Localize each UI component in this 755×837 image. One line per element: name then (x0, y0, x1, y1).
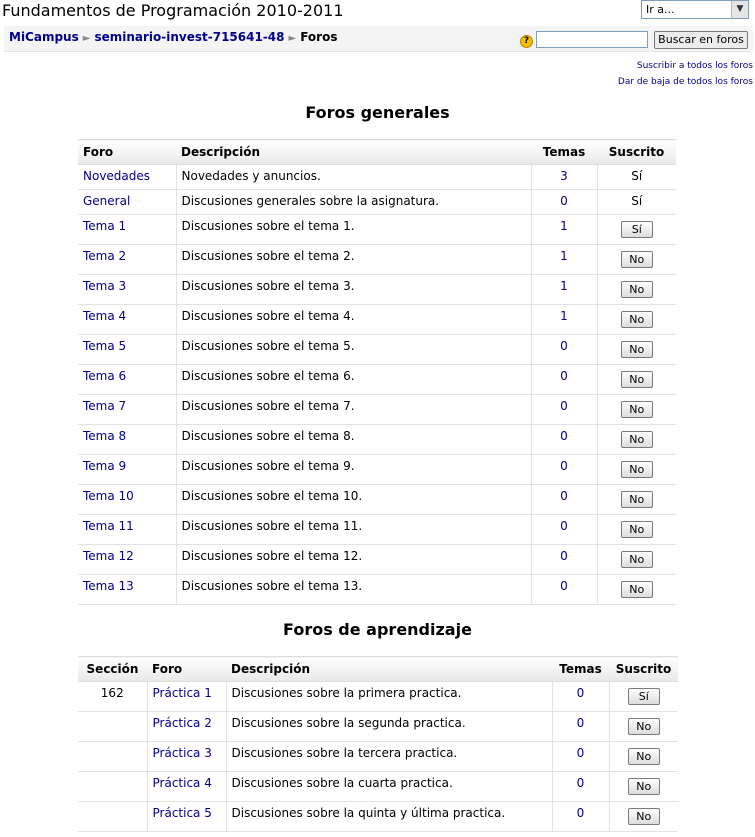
subscribe-all-link[interactable]: Suscribir a todos los foros (636, 61, 753, 71)
forum-link[interactable]: General (83, 194, 131, 208)
section-cell (78, 802, 147, 832)
subscribe-toggle-button[interactable]: No (621, 341, 653, 358)
subscribe-toggle-button[interactable]: No (628, 748, 660, 765)
topics-link[interactable]: 0 (576, 776, 585, 790)
forum-link[interactable]: Práctica 5 (152, 806, 212, 820)
description-cell: Discusiones sobre el tema 3. (176, 275, 531, 305)
subscribed-cell (597, 365, 676, 395)
topics-cell (552, 802, 609, 832)
topics-link[interactable]: 0 (560, 459, 568, 473)
forum-link[interactable]: Tema 7 (83, 399, 127, 413)
subscribe-toggle-button[interactable]: No (621, 281, 653, 298)
table-row (78, 802, 678, 832)
forum-cell (78, 365, 176, 395)
table-row (78, 545, 676, 575)
subscribed-cell (609, 682, 678, 712)
table-row (78, 455, 676, 485)
forum-cell (78, 455, 176, 485)
table-row (78, 365, 676, 395)
search-input[interactable] (536, 31, 648, 48)
subscribe-toggle-button[interactable]: No (621, 311, 653, 328)
forum-link[interactable]: Tema 9 (83, 459, 127, 473)
subscribed-cell (597, 335, 676, 365)
table-row (78, 772, 678, 802)
description-cell: Discusiones sobre el tema 10. (176, 485, 531, 515)
forum-link[interactable]: Tema 4 (83, 309, 127, 323)
topics-link[interactable]: 1 (560, 309, 568, 323)
subscribed-cell (597, 305, 676, 335)
description-cell: Discusiones sobre la quinta y última practica. (226, 802, 552, 832)
forum-cell (147, 742, 226, 772)
topics-link[interactable]: 0 (576, 746, 585, 760)
col-section: Sección (78, 657, 147, 682)
description-cell: Discusiones sobre la primera practica. (226, 682, 552, 712)
col-subscribed: Suscrito (597, 140, 676, 165)
subscribed-cell (597, 545, 676, 575)
forum-link[interactable]: Tema 13 (83, 579, 134, 593)
subscribed-cell (597, 275, 676, 305)
forum-cell (78, 245, 176, 275)
subscribed-cell (609, 712, 678, 742)
forum-link[interactable]: Tema 10 (83, 489, 134, 503)
forum-cell (78, 190, 176, 215)
learning-forums-table (78, 656, 678, 832)
subscribe-toggle-button[interactable]: No (621, 251, 653, 268)
subscribed-cell (597, 425, 676, 455)
topics-link[interactable]: 0 (560, 399, 568, 413)
topics-link[interactable]: 3 (560, 169, 568, 183)
subscribed-cell (597, 190, 676, 215)
forum-cell (147, 802, 226, 832)
breadcrumb (9, 30, 337, 44)
description-cell: Discusiones sobre el tema 9. (176, 455, 531, 485)
unsubscribe-all-link[interactable]: Dar de baja de todos los foros (617, 77, 753, 87)
topics-cell (552, 712, 609, 742)
subscribed-cell (597, 165, 676, 190)
jump-menu-value: Ir a... (646, 3, 675, 16)
section-cell (78, 742, 147, 772)
subscribe-toggle-button[interactable]: Sí (628, 688, 660, 705)
forum-cell (78, 545, 176, 575)
subscribe-toggle-button[interactable]: No (621, 491, 653, 508)
description-cell: Discusiones sobre la segunda practica. (226, 712, 552, 742)
subscribe-toggle-button[interactable]: No (621, 371, 653, 388)
col-subscribed: Suscrito (609, 657, 678, 682)
forum-cell (78, 305, 176, 335)
jump-menu-select[interactable] (641, 0, 749, 19)
table-row (78, 712, 678, 742)
col-description: Descripción (176, 140, 531, 165)
topics-link[interactable]: 0 (576, 806, 585, 820)
col-forum: Foro (147, 657, 226, 682)
table-row (78, 305, 676, 335)
forum-link[interactable]: Tema 8 (83, 429, 127, 443)
table-row (78, 485, 676, 515)
topics-link[interactable]: 0 (560, 339, 568, 353)
table-row (78, 425, 676, 455)
forum-cell (147, 772, 226, 802)
topics-cell (531, 190, 597, 215)
forum-cell (78, 215, 176, 245)
general-forums-title: Foros generales (305, 103, 450, 122)
topics-link[interactable]: 1 (560, 249, 568, 263)
subscribe-toggle-button[interactable]: No (621, 461, 653, 478)
description-cell: Discusiones sobre la cuarta practica. (226, 772, 552, 802)
topics-cell (531, 425, 597, 455)
topics-cell (531, 215, 597, 245)
subscribed-cell (597, 575, 676, 605)
subscribe-toggle-button[interactable]: No (621, 581, 653, 598)
col-topics: Temas (552, 657, 609, 682)
forum-cell (78, 395, 176, 425)
table-row (78, 245, 676, 275)
table-row (78, 190, 676, 215)
topics-cell (531, 395, 597, 425)
subscribe-toggle-button[interactable]: No (621, 551, 653, 568)
description-cell: Discusiones sobre el tema 8. (176, 425, 531, 455)
forum-cell (78, 335, 176, 365)
forum-link[interactable]: Tema 1 (83, 219, 127, 233)
forum-link[interactable]: Novedades (83, 169, 151, 183)
description-cell: Discusiones sobre el tema 6. (176, 365, 531, 395)
forum-cell (78, 515, 176, 545)
forum-link[interactable]: Tema 2 (83, 249, 127, 263)
subscribed-cell (597, 515, 676, 545)
topics-link[interactable]: 0 (560, 429, 568, 443)
forum-cell (78, 165, 176, 190)
subscribe-toggle-button[interactable]: Sí (621, 221, 653, 238)
description-cell: Discusiones sobre la tercera practica. (226, 742, 552, 772)
topics-link[interactable]: 0 (576, 686, 585, 700)
breadcrumb-separator-icon: ► (288, 33, 297, 44)
forum-link[interactable]: Tema 11 (83, 519, 134, 533)
description-cell: Discusiones sobre el tema 7. (176, 395, 531, 425)
forum-link[interactable]: Tema 3 (83, 279, 127, 293)
topics-cell (531, 545, 597, 575)
search-forums-button[interactable]: Buscar en foros (654, 31, 748, 49)
breadcrumb-course-link[interactable]: seminario-invest-715641-48 (94, 30, 285, 44)
subscribed-cell (609, 802, 678, 832)
topics-cell (531, 275, 597, 305)
subscribed-status: Sí (631, 194, 643, 208)
section-cell (78, 712, 147, 742)
section-cell: 162 (78, 682, 147, 712)
forum-cell (78, 575, 176, 605)
topics-link[interactable]: 0 (560, 519, 568, 533)
description-cell: Discusiones sobre el tema 12. (176, 545, 531, 575)
navbar (4, 26, 753, 52)
subscribe-toggle-button[interactable]: No (628, 808, 660, 825)
subscribe-links (618, 58, 753, 90)
topics-cell (531, 245, 597, 275)
breadcrumb-current: Foros (300, 30, 338, 44)
subscribe-toggle-button[interactable]: No (628, 778, 660, 795)
table-row (78, 165, 676, 190)
topics-cell (552, 772, 609, 802)
col-topics: Temas (531, 140, 597, 165)
topics-cell (552, 742, 609, 772)
topics-link[interactable]: 0 (560, 194, 568, 208)
breadcrumb-separator-icon: ► (82, 33, 91, 44)
forum-cell (78, 485, 176, 515)
topics-link[interactable]: 0 (560, 579, 568, 593)
forum-link[interactable]: Tema 5 (83, 339, 127, 353)
topics-link[interactable]: 0 (560, 369, 568, 383)
subscribed-cell (597, 245, 676, 275)
chevron-down-icon[interactable]: ▼ (731, 1, 748, 18)
description-cell: Discusiones sobre el tema 13. (176, 575, 531, 605)
topics-cell (531, 485, 597, 515)
table-row (78, 215, 676, 245)
table-row (78, 682, 678, 712)
forum-cell (78, 275, 176, 305)
description-cell: Discusiones sobre el tema 4. (176, 305, 531, 335)
forum-link[interactable]: Tema 12 (83, 549, 134, 563)
topics-cell (531, 305, 597, 335)
help-icon[interactable]: ? (520, 35, 533, 48)
subscribe-toggle-button[interactable]: No (621, 431, 653, 448)
breadcrumb-home-link[interactable]: MiCampus (9, 30, 79, 44)
forum-link[interactable]: Práctica 2 (152, 716, 212, 730)
description-cell: Novedades y anuncios. (176, 165, 531, 190)
topics-cell (531, 455, 597, 485)
description-cell: Discusiones generales sobre la asignatura. (176, 190, 531, 215)
table-row (78, 395, 676, 425)
subscribed-cell (597, 455, 676, 485)
description-cell: Discusiones sobre el tema 11. (176, 515, 531, 545)
section-cell (78, 772, 147, 802)
forum-link[interactable]: Práctica 1 (152, 686, 212, 700)
header (0, 0, 755, 24)
forum-link[interactable]: Tema 6 (83, 369, 127, 383)
forum-cell (78, 425, 176, 455)
topics-link[interactable]: 1 (560, 279, 568, 293)
table-row (78, 515, 676, 545)
topics-link[interactable]: 0 (576, 716, 585, 730)
subscribe-toggle-button[interactable]: No (628, 718, 660, 735)
subscribe-toggle-button[interactable]: No (621, 521, 653, 538)
subscribed-cell (597, 395, 676, 425)
description-cell: Discusiones sobre el tema 5. (176, 335, 531, 365)
general-forums-table (78, 139, 676, 605)
table-row (78, 742, 678, 772)
topics-cell (531, 515, 597, 545)
subscribed-cell (609, 772, 678, 802)
topics-cell (531, 165, 597, 190)
subscribe-toggle-button[interactable]: No (621, 401, 653, 418)
topics-link[interactable]: 0 (560, 549, 568, 563)
forum-link[interactable]: Práctica 3 (152, 746, 212, 760)
forum-cell (147, 682, 226, 712)
subscribed-status: Sí (631, 169, 643, 183)
topics-cell (552, 682, 609, 712)
learning-forums-title: Foros de aprendizaje (283, 620, 472, 639)
table-row (78, 575, 676, 605)
topics-link[interactable]: 0 (560, 489, 568, 503)
topics-cell (531, 575, 597, 605)
forum-cell (147, 712, 226, 742)
course-title: Fundamentos de Programación 2010-2011 (2, 1, 344, 20)
topics-link[interactable]: 1 (560, 219, 568, 233)
description-cell: Discusiones sobre el tema 2. (176, 245, 531, 275)
topics-cell (531, 365, 597, 395)
subscribed-cell (609, 742, 678, 772)
forum-link[interactable]: Práctica 4 (152, 776, 212, 790)
subscribed-cell (597, 485, 676, 515)
description-cell: Discusiones sobre el tema 1. (176, 215, 531, 245)
col-forum: Foro (78, 140, 176, 165)
topics-cell (531, 335, 597, 365)
table-row (78, 335, 676, 365)
subscribed-cell (597, 215, 676, 245)
table-row (78, 275, 676, 305)
col-description: Descripción (226, 657, 552, 682)
